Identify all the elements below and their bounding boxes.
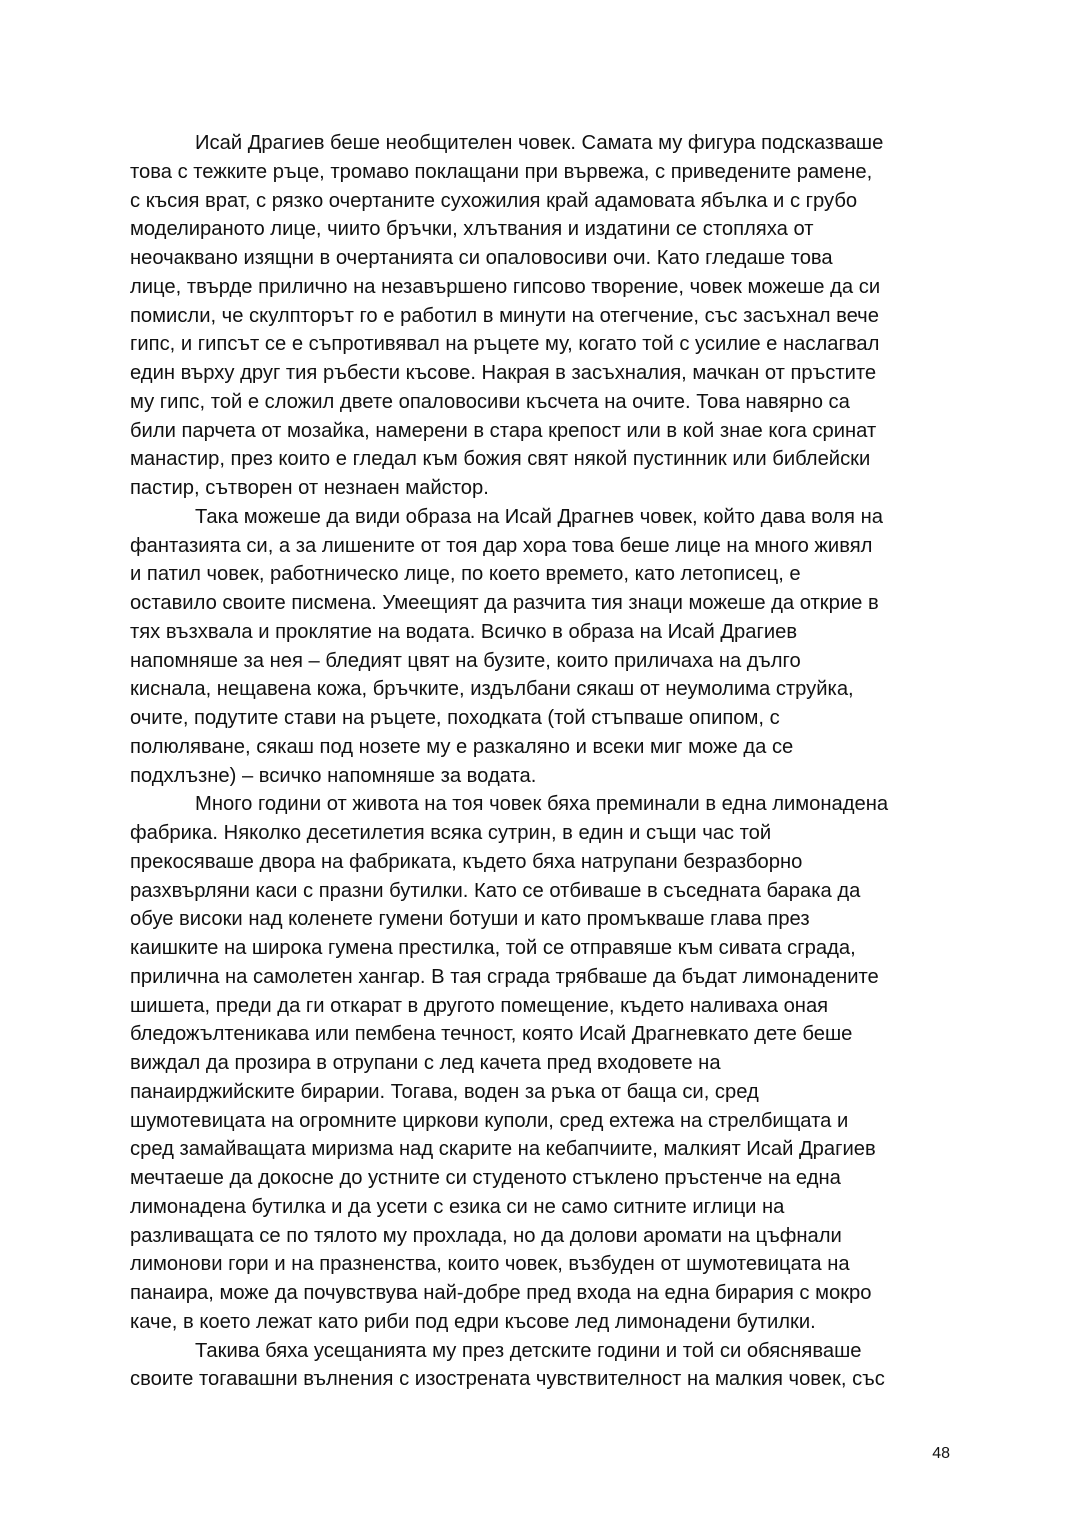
text-line: обуе високи над коленете гумени ботуши и като промъкваше глава през [130,908,810,931]
text-line: киснала, нещавена кожа, бръчките, издълбани сякаш от неумолима струйка, [130,678,854,701]
text-line: това с тежките ръце, тромаво поклащани при вървежа, с приведените рамене, [130,160,873,183]
text-line: панаира, може да почувствува най-добре пред входа на една бирария с мокро [130,1282,872,1304]
text-line: тях възхвала и проклятие на водата. Всичко в образа на Исай Драгиев [130,620,798,643]
text-line: разхвърляни каси с празни бутилки. Като се отбиваше в съседната барака да [130,879,861,902]
text-line: неочаквано изящни в очертанията си опаловосиви очи. Като гледаше това [130,247,833,269]
text-line: сред замайващата миризма над скарите на кебапчиите, малкият Исай Драгиев [130,1138,876,1161]
text-line: манастир, през които е гледал към божия свят някой пустинник или библейски [130,448,871,471]
text-line: разливащата се по тялото му прохлада, но да долови аромати на цъфнали [130,1224,842,1247]
text-line: с късия врат, с рязко очертаните сухожилия край адамовата ябълка и с грубо [130,189,858,212]
text-line: каче, в което лежат като риби под едри късове лед лимонадени бутилки. [130,1310,816,1333]
text-line: пастир, сътворен от незнаен майстор. [130,477,489,499]
text-line: прилична на самолетен хангар. В тая сграда трябваше да бъдат лимонадените [130,965,879,988]
text-line: подхлъзне) – всичко напомняше за водата. [130,764,537,787]
paragraph-first-line: Много години от живота на тоя човек бяха преминали в една лимонадена [195,793,889,816]
text-line: един върху друг тия ръбести късове. Накрая в засъхналия, мачкан от пръстите [130,362,877,384]
text-line: фантазията си, а за лишените от тоя дар хора това беше лице на много живял [130,534,873,557]
body-text [130,129,950,1394]
paragraph-first-line: Такива бяха усещанията му през детските години и той си обясняваше [195,1339,862,1362]
text-line: моделираното лице, чиито бръчки, хлътвания и издатини се стопляха от [130,218,814,241]
text-line: помисли, че скулпторът го е работил в минути на отегчение, със засъхнал вече [130,304,879,327]
text-line: и патил човек, работническо лице, по което времето, като летописец, е [130,563,801,586]
text-line: шишета, преди да ги откарат в другото помещение, където наливаха оная [130,994,829,1017]
page-number: 48 [932,1445,950,1462]
text-line: очите, подутите стави на ръцете, походката (той стъпваше опипом, с [130,707,780,729]
text-line: му гипс, той е сложил двете опаловосиви късчета на очите. Това навярно са [130,390,850,413]
text-line: прекосяваше двора на фабриката, където бяха натрупани безразборно [130,850,803,873]
text-line: лице, твърде прилично на незавършено гипсово творение, човек можеше да си [130,275,881,298]
text-line: бледожълтеникава или пембена течност, която Исай Драгневкато дете беше [130,1023,853,1046]
paragraph-first-line: Така можеше да види образа на Исай Драгнев човек, който дава воля на [195,505,883,528]
text-line: лимонови гори и на празненства, които човек, възбуден от шумотевицата на [130,1253,850,1276]
text-line: своите тогавашни вълнения с изострената чувствителност на малкия човек, със [130,1368,885,1391]
text-line: гипс, и гипсът се е съпротивявал на ръцете му, когато той с усилие е наслагвал [130,333,880,356]
text-line: каишките на широка гумена престилка, той се отправяше към сивата сграда, [130,937,856,959]
text-line: фабрика. Няколко десетилетия всяка сутрин, в един и същи час той [130,822,772,844]
text-line: оставило своите писмена. Умеещият да разчита тия знаци можеше да открие в [130,592,879,614]
text-line: били парчета от мозайка, намерени в стара крепост или в кой знае кога сринат [130,419,877,442]
text-line: мечтаеше да докосне до устните си студеното стъклено пръстенче на една [130,1167,841,1189]
text-line: напомняше за нея – бледият цвят на бузите, които приличаха на дълго [130,649,801,672]
text-line: виждал да прозира в отрупани с лед качета пред входовете на [130,1052,721,1074]
text-line: полюляване, сякаш под нозете му е разкаляно и всеки миг може да се [130,735,794,758]
text-line: панаирджийските бирарии. Тогава, воден за ръка от баща си, сред [130,1080,759,1103]
text-line: шумотевицата на огромните циркови куполи, сред ехтежа на стрелбищата и [130,1109,849,1132]
text-line: лимонадена бутилка и да усети с езика си не само ситните иглици на [130,1195,785,1218]
paragraph-first-line: Исай Драгиев беше необщителен човек. Самата му фигура подсказваше [195,132,884,154]
